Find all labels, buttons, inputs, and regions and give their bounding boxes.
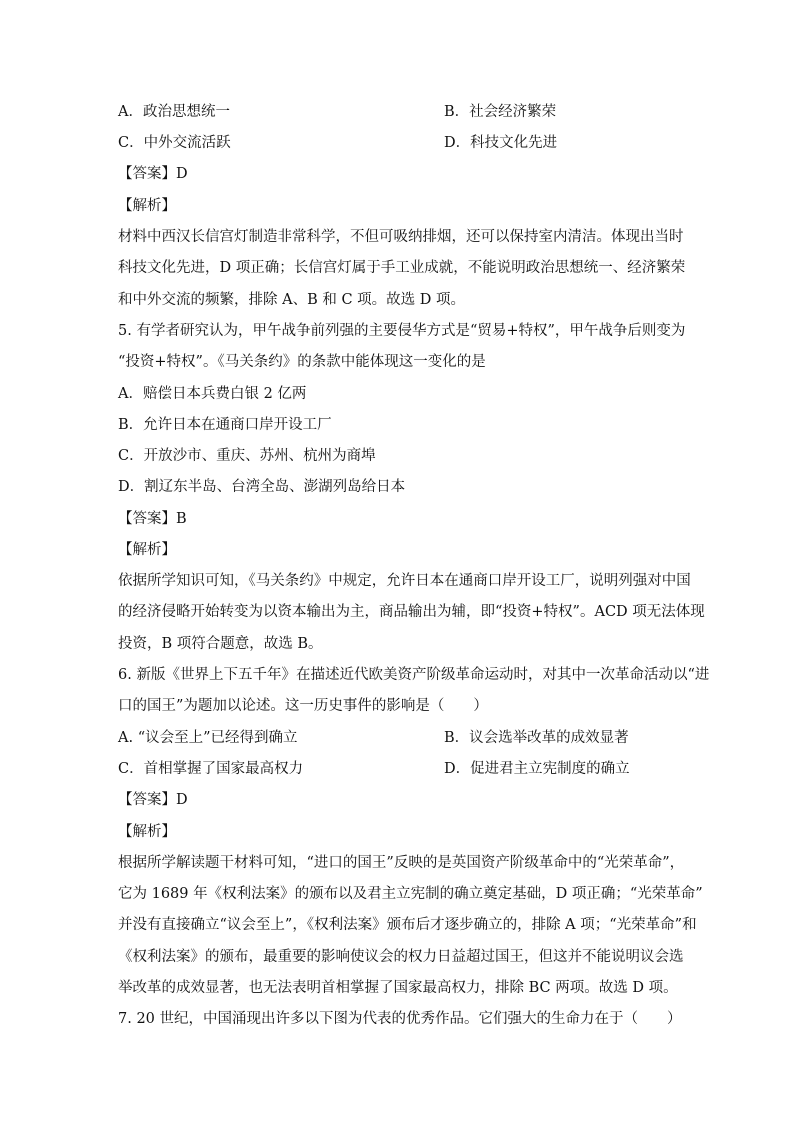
q4-option-c: C．中外交流活跃 bbox=[118, 135, 231, 151]
q6-analysis-line: 它为 1689 年《权利法案》的颁布以及君主立宪制的确立奠定基础，D 项正确；“光荣革命” bbox=[118, 886, 703, 902]
q6-stem-line: 口的国王”为题加以论述。这一历史事件的影响是（ ） bbox=[118, 698, 488, 714]
q6-option-c: C．首相掌握了国家最高权力 bbox=[118, 761, 304, 777]
q5-stem-line: “投资+特权”。《马关条约》的条款中能体现这一变化的是 bbox=[118, 354, 486, 370]
q5-analysis-label: 【解析】 bbox=[118, 542, 176, 558]
q6-option-b: B．议会选举改革的成效显著 bbox=[444, 730, 629, 746]
q5-stem-line: 5. 有学者研究认为，甲午战争前列强的主要侵华方式是“贸易+特权”，甲午战争后则变为 bbox=[118, 323, 686, 339]
q6-answer: 【答案】D bbox=[118, 792, 188, 808]
q5-option-c: C．开放沙市、重庆、苏州、杭州为商埠 bbox=[118, 448, 376, 464]
q6-stem-line: 6. 新版《世界上下五千年》在描述近代欧美资产阶级革命运动时，对其中一次革命活动以“进 bbox=[118, 667, 710, 683]
q6-option-a: A. “议会至上”已经得到确立 bbox=[118, 730, 298, 746]
q6-analysis-line: 《权利法案》的颁布，最重要的影响使议会的权力日益超过国王，但这并不能说明议会选 bbox=[118, 949, 684, 965]
q4-option-d: D．科技文化先进 bbox=[444, 135, 558, 151]
q6-analysis-line: 举改革的成效显著，也无法表明首相掌握了国家最高权力，排除 BC 两项。故选 D 项。 bbox=[118, 980, 678, 996]
q7-stem-line: 7. 20 世纪，中国涌现出许多以下图为代表的优秀作品。它们强大的生命力在于（ ） bbox=[118, 1011, 682, 1027]
q6-analysis-line: 根据所学解读题干材料可知，“进口的国王”反映的是英国资产阶级革命中的“光荣革命”， bbox=[118, 855, 685, 871]
q5-answer: 【答案】B bbox=[118, 511, 187, 527]
q4-answer: 【答案】D bbox=[118, 166, 188, 182]
q5-analysis-line: 投资，B 项符合题意，故选 B。 bbox=[118, 636, 323, 652]
q5-option-b: B．允许日本在通商口岸开设工厂 bbox=[118, 417, 332, 433]
q4-analysis-line: 和中外交流的频繁，排除 A、B 和 C 项。故选 D 项。 bbox=[118, 292, 465, 308]
q6-analysis-label: 【解析】 bbox=[118, 824, 176, 840]
q4-option-b: B．社会经济繁荣 bbox=[444, 104, 557, 120]
q4-analysis-label: 【解析】 bbox=[118, 198, 176, 214]
q4-analysis-line: 科技文化先进，D 项正确；长信宫灯属于手工业成就，不能说明政治思想统一、经济繁荣 bbox=[118, 260, 686, 276]
q4-analysis-line: 材料中西汉长信宫灯制造非常科学，不但可吸纳排烟，还可以保持室内清洁。体现出当时 bbox=[118, 229, 684, 245]
q5-analysis-line: 的经济侵略开始转变为以资本输出为主，商品输出为辅，即“投资+特权”。ACD 项无法体现 bbox=[118, 604, 705, 620]
q6-option-d: D．促进君主立宪制度的确立 bbox=[444, 761, 630, 777]
q5-analysis-line: 依据所学知识可知，《马关条约》中规定，允许日本在通商口岸开设工厂，说明列强对中国 bbox=[118, 573, 691, 589]
q6-analysis-line: 并没有直接确立“议会至上”，《权利法案》颁布后才逐步确立的，排除 A 项；“光荣革命”和 bbox=[118, 917, 697, 933]
q4-option-a: A．政治思想统一 bbox=[118, 104, 230, 120]
q5-option-a: A．赔偿日本兵费白银 2 亿两 bbox=[118, 386, 307, 402]
q5-option-d: D．割辽东半岛、台湾全岛、澎湖列岛给日本 bbox=[118, 479, 406, 495]
